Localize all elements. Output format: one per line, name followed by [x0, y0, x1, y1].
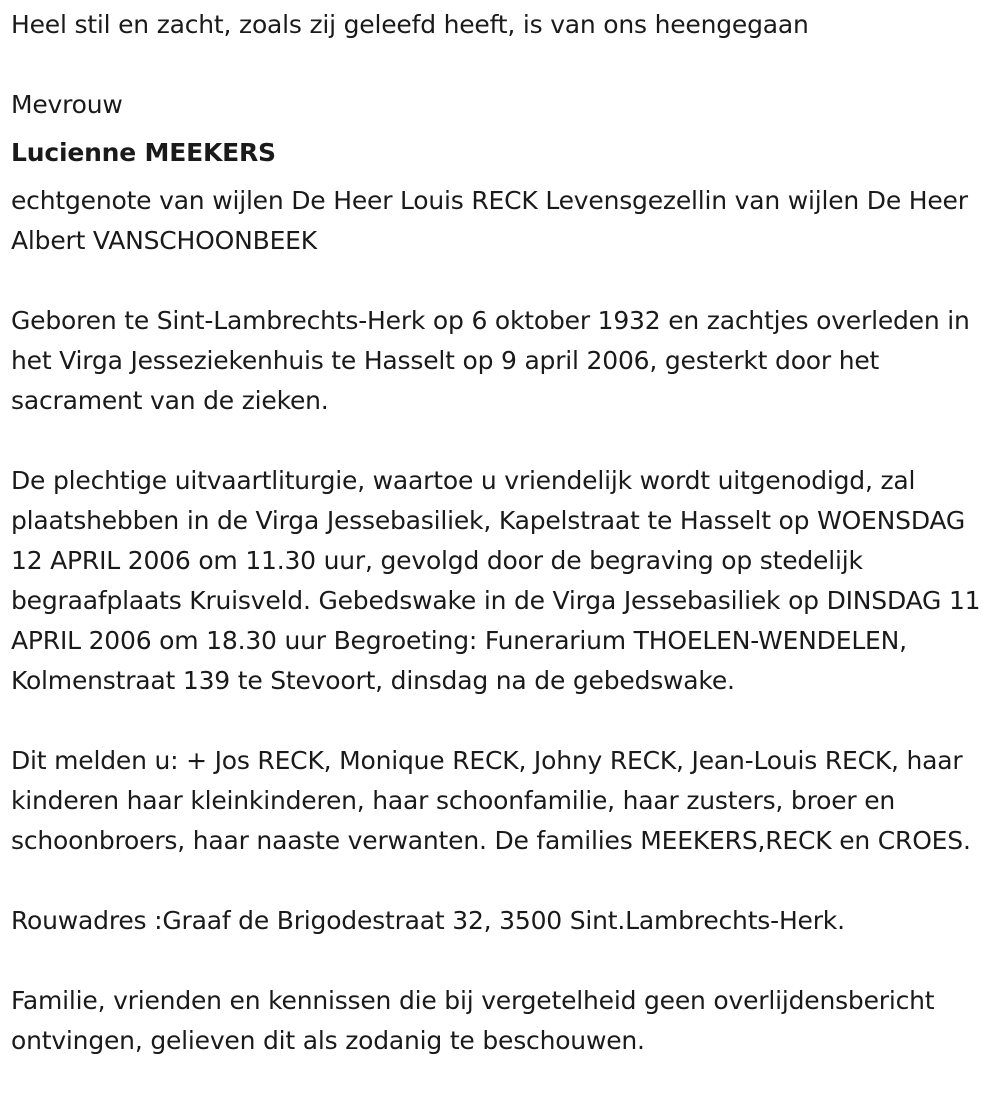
spacer — [11, 45, 993, 85]
death-notice — [11, 5, 993, 1061]
spacer — [11, 701, 993, 741]
spacer — [11, 941, 993, 981]
family-paragraph: Dit melden u: + Jos RECK, Monique RECK, Johny RECK, Jean-Louis RECK, haar kinderen haar kleinkinderen, haar schoonfamilie, haar zusters, broer en schoonbroers, haar naaste verwanten. De families MEEKERS,RECK en CROES. — [11, 746, 971, 855]
birth-death-paragraph: Geboren te Sint-Lambrechts-Herk op 6 oktober 1932 en zachtjes overleden in het Virga Jesseziekenhuis te Hasselt op 9 april 2006, gesterkt door het sacrament van de zieken. — [11, 306, 970, 415]
closing-paragraph: Familie, vrienden en kennissen die bij vergetelheid geen overlijdensbericht ontvingen, gelieven dit als zodanig te beschouwen. — [11, 986, 935, 1055]
funeral-paragraph: De plechtige uitvaartliturgie, waartoe u vriendelijk wordt uitgenodigd, zal plaatshebben in de Virga Jessebasiliek, Kapelstraat te Hasselt op WOENSDAG 12 APRIL 2006 om 11.30 uur, gevolgd door de begraving op stedelijk begraafplaats Kruisveld. Gebedswake in de Virga Jessebasiliek op DINSDAG 11 APRIL 2006 om 18.30 uur Begroeting: Funerarium THOELEN-WENDELEN, Kolmenstraat 139 te Stevoort, dinsdag na de gebedswake. — [11, 466, 981, 695]
spacer — [11, 261, 993, 301]
spacer — [11, 421, 993, 461]
salutation: Mevrouw — [11, 90, 123, 119]
spacer — [11, 861, 993, 901]
intro-line: Heel stil en zacht, zoals zij geleefd heeft, is van ons heengegaan — [11, 10, 809, 39]
spouse-paragraph: echtgenote van wijlen De Heer Louis RECK Levensgezellin van wijlen De Heer Albert VANSCHOONBEEK — [11, 186, 968, 255]
deceased-name: Lucienne MEEKERS — [11, 138, 276, 167]
address-line: Rouwadres :Graaf de Brigodestraat 32, 3500 Sint.Lambrechts-Herk. — [11, 906, 845, 935]
